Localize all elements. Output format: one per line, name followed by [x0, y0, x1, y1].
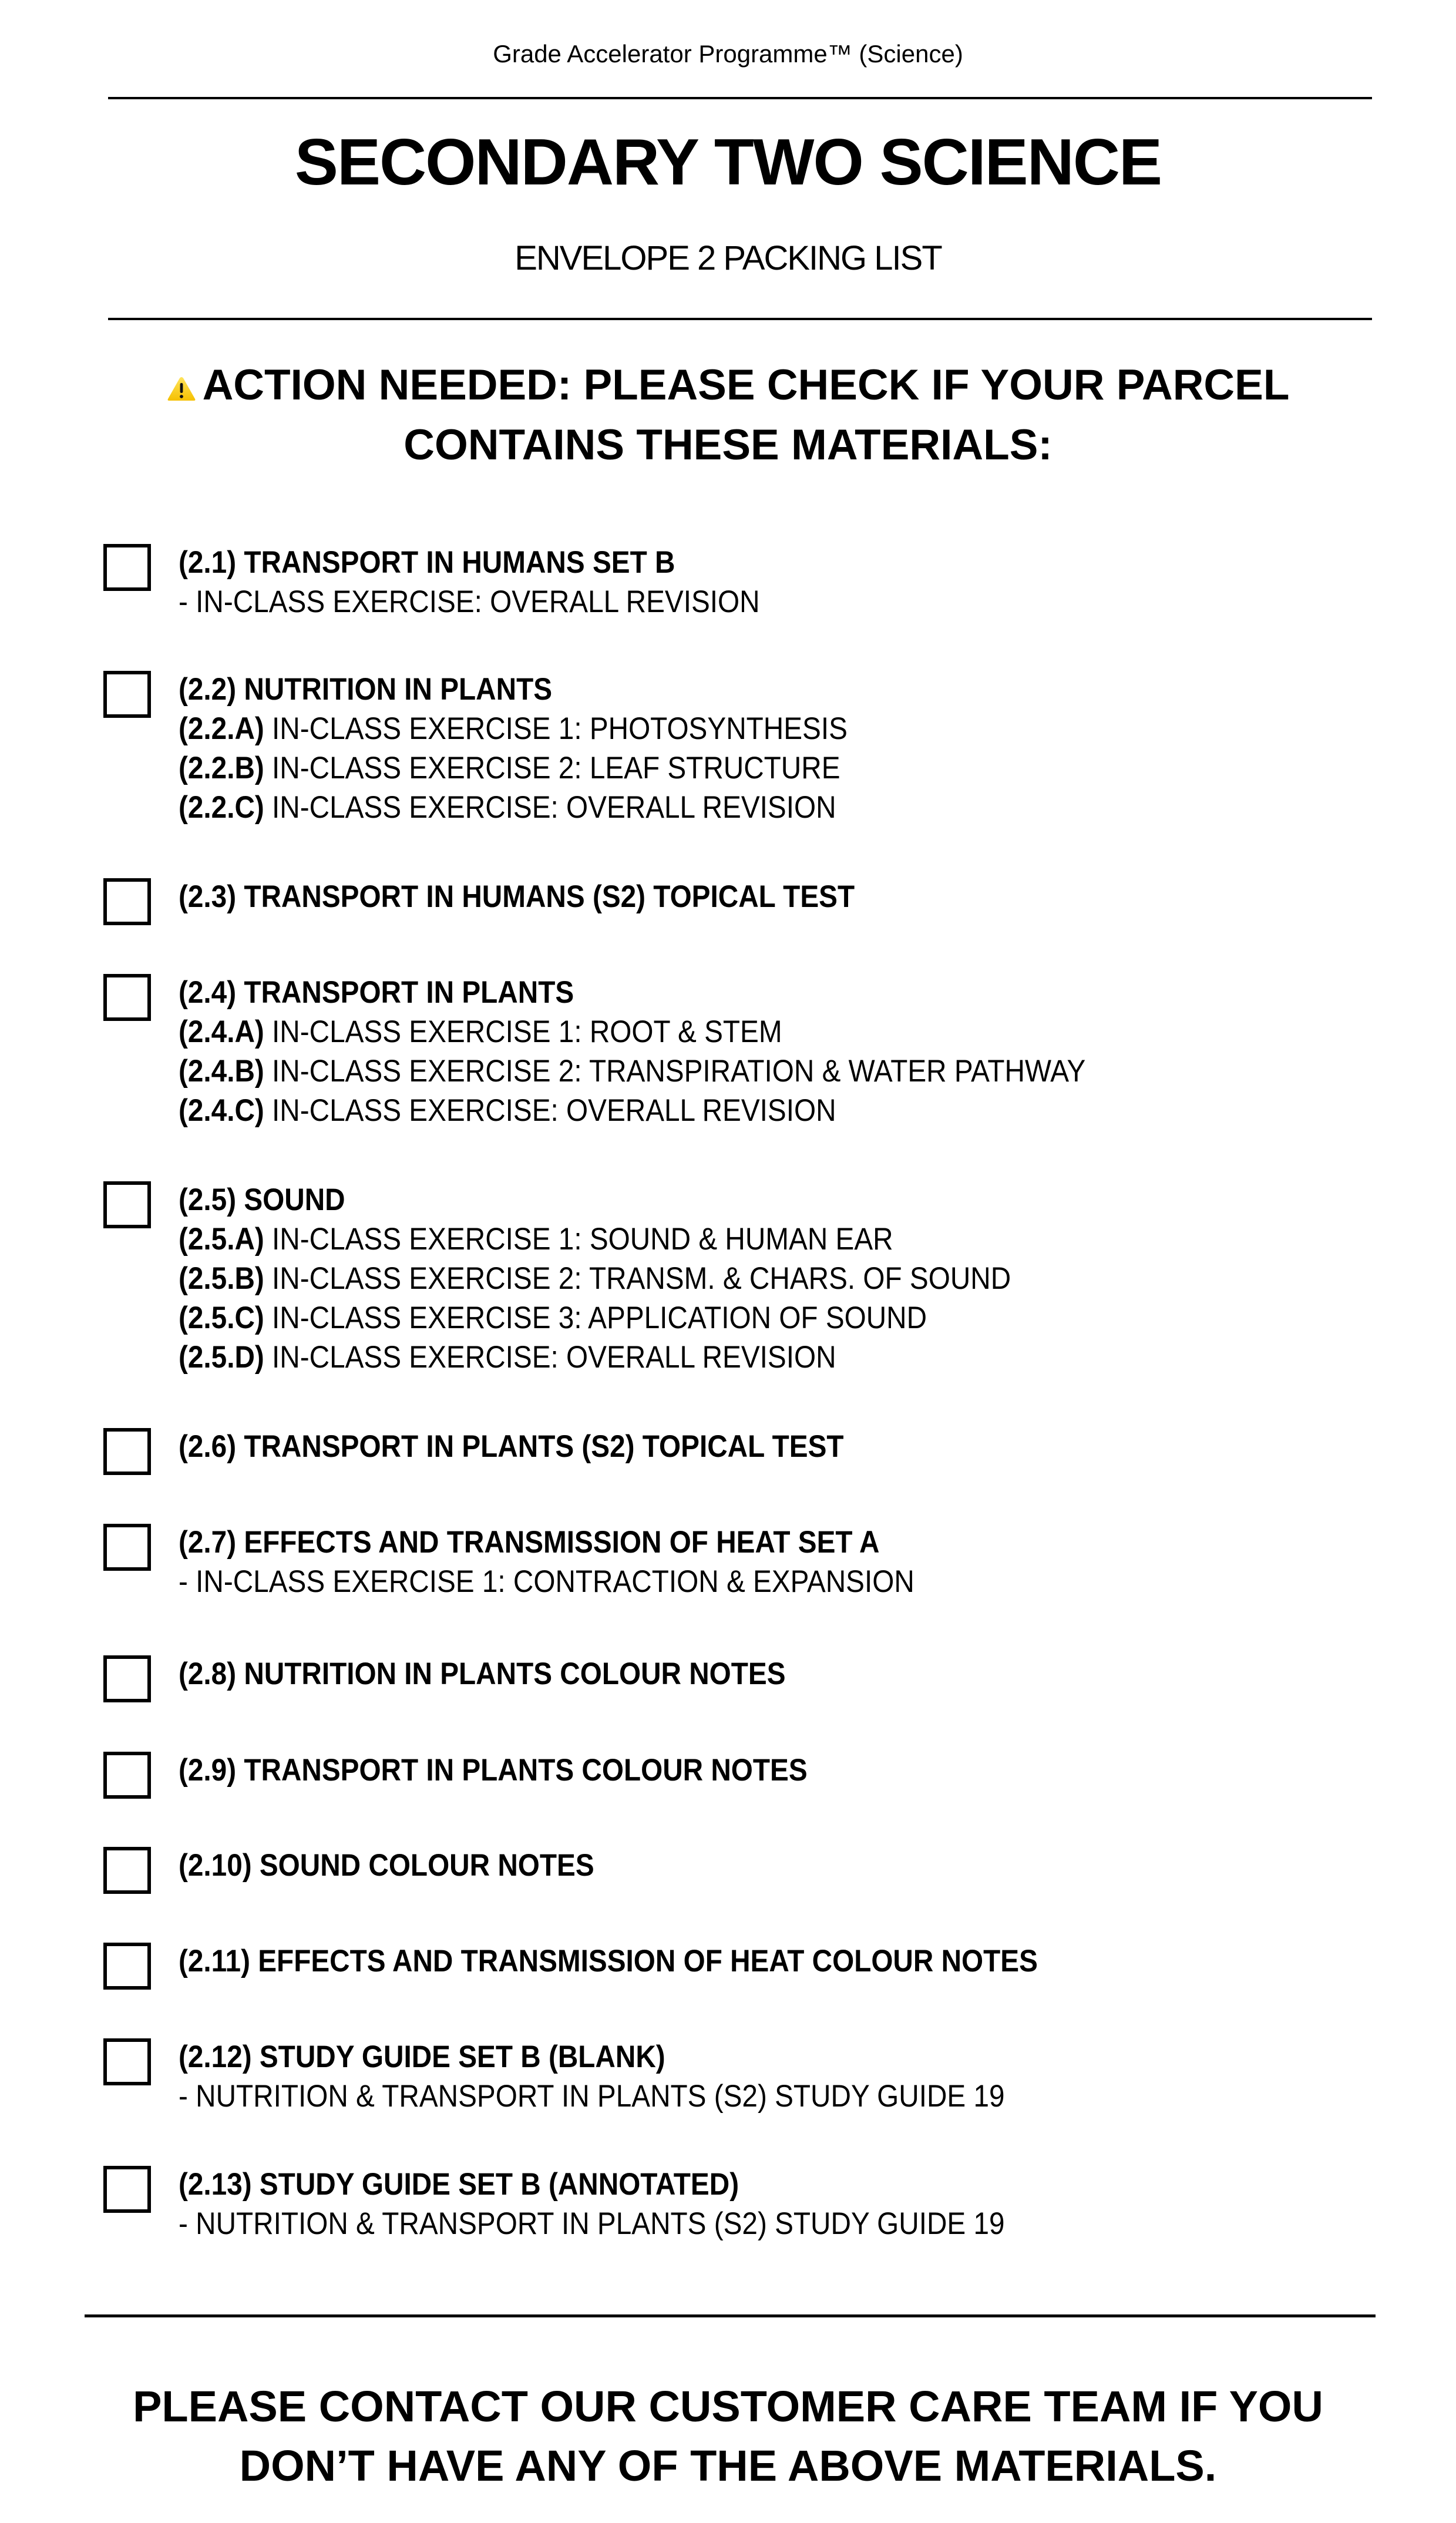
item-subline — [179, 1091, 1085, 1130]
item-title-text: SOUND — [244, 1182, 345, 1217]
item-text — [179, 2165, 1005, 2243]
checkbox-2-6[interactable] — [103, 1428, 151, 1475]
item-subline — [179, 2204, 1005, 2243]
item-title — [179, 1846, 594, 1885]
item-subline — [179, 1012, 1085, 1051]
header-divider-bottom — [108, 318, 1372, 320]
footer-divider — [85, 2314, 1376, 2317]
subline-code: (2.5.B) — [179, 1261, 264, 1296]
item-text — [179, 1427, 844, 1466]
item-text — [179, 1846, 594, 1885]
checkbox-2-7[interactable] — [103, 1524, 151, 1571]
item-code: (2.8) — [179, 1657, 237, 1691]
list-item-2-4 — [103, 974, 1396, 1128]
item-title — [179, 973, 1085, 1012]
item-title — [179, 1180, 1011, 1219]
subline-code: (2.5.C) — [179, 1301, 264, 1335]
subline-text: IN-CLASS EXERCISE 2: TRANSPIRATION & WATER PATHWAY — [272, 1054, 1086, 1089]
item-subline — [179, 788, 848, 827]
item-text — [179, 1523, 914, 1601]
page-subtitle: ENVELOPE 2 PACKING LIST — [515, 239, 941, 277]
item-code: (2.9) — [179, 1753, 237, 1788]
contact-notice-line-2: DON’T HAVE ANY OF THE ABOVE MATERIALS. — [239, 2441, 1217, 2490]
item-title — [179, 877, 855, 916]
item-title-text: NUTRITION IN PLANTS — [244, 672, 553, 707]
item-code: (2.13) — [179, 2167, 252, 2202]
item-subline — [179, 1051, 1085, 1091]
subline-code: (2.2.C) — [179, 790, 264, 825]
item-code: (2.2) — [179, 672, 237, 707]
item-title — [179, 670, 848, 709]
list-item-2-1 — [103, 544, 1396, 619]
subline-text: IN-CLASS EXERCISE 3: APPLICATION OF SOUND — [272, 1301, 927, 1335]
checkbox-2-5[interactable] — [103, 1181, 151, 1228]
item-title-text: EFFECTS AND TRANSMISSION OF HEAT COLOUR NOTES — [258, 1944, 1038, 1978]
item-title-text: TRANSPORT IN PLANTS COLOUR NOTES — [244, 1753, 808, 1788]
item-title — [179, 1523, 914, 1562]
subline-text: IN-CLASS EXERCISE 2: LEAF STRUCTURE — [272, 751, 840, 785]
list-item-2-7 — [103, 1524, 1396, 1599]
item-subline — [179, 1219, 1011, 1259]
item-title-text: TRANSPORT IN HUMANS (S2) TOPICAL TEST — [244, 879, 855, 914]
subline-text: - NUTRITION & TRANSPORT IN PLANTS (S2) STUDY GUIDE 19 — [179, 2206, 1005, 2241]
item-code: (2.6) — [179, 1429, 237, 1464]
item-subline — [179, 1562, 914, 1601]
item-text — [179, 2037, 1005, 2116]
item-code: (2.1) — [179, 545, 237, 580]
item-text — [179, 670, 848, 827]
action-notice-line-1 — [0, 355, 1456, 415]
checkbox-2-12[interactable] — [103, 2038, 151, 2085]
item-subline — [179, 2077, 1005, 2116]
item-title-text: STUDY GUIDE SET B (ANNOTATED) — [259, 2167, 739, 2202]
list-item-2-10 — [103, 1847, 1396, 1894]
item-subline — [179, 1259, 1011, 1298]
subline-code: (2.5.A) — [179, 1222, 264, 1257]
item-title — [179, 1941, 1038, 1981]
item-code: (2.4) — [179, 975, 237, 1010]
item-title-text: TRANSPORT IN PLANTS — [244, 975, 574, 1010]
subline-text: IN-CLASS EXERCISE 2: TRANSM. & CHARS. OF SOUND — [272, 1261, 1011, 1296]
subline-code: (2.2.A) — [179, 711, 264, 746]
list-item-2-13 — [103, 2166, 1396, 2241]
subline-code: (2.2.B) — [179, 751, 264, 785]
item-code: (2.10) — [179, 1848, 252, 1883]
item-title-text: TRANSPORT IN HUMANS SET B — [244, 545, 675, 580]
list-item-2-12 — [103, 2038, 1396, 2114]
item-title — [179, 543, 760, 582]
checkbox-2-11[interactable] — [103, 1943, 151, 1990]
checkbox-2-8[interactable] — [103, 1655, 151, 1702]
item-code: (2.11) — [179, 1944, 250, 1978]
item-code: (2.7) — [179, 1525, 237, 1560]
list-item-2-5 — [103, 1181, 1396, 1375]
subline-code: (2.4.C) — [179, 1093, 264, 1128]
item-title-text: NUTRITION IN PLANTS COLOUR NOTES — [244, 1657, 786, 1691]
list-item-2-11 — [103, 1943, 1396, 1990]
item-code: (2.12) — [179, 2040, 252, 2074]
subline-text: IN-CLASS EXERCISE: OVERALL REVISION — [272, 1093, 836, 1128]
item-code: (2.3) — [179, 879, 237, 914]
subline-text: IN-CLASS EXERCISE: OVERALL REVISION — [272, 790, 836, 825]
programme-name: Grade Accelerator Programme™ (Science) — [493, 40, 963, 68]
item-title-text: EFFECTS AND TRANSMISSION OF HEAT SET A — [244, 1525, 880, 1560]
contact-notice-line-1: PLEASE CONTACT OUR CUSTOMER CARE TEAM IF YOU — [133, 2382, 1323, 2431]
item-text — [179, 1654, 786, 1694]
page-title: SECONDARY TWO SCIENCE — [294, 126, 1162, 199]
subline-text: IN-CLASS EXERCISE 1: SOUND & HUMAN EAR — [272, 1222, 893, 1257]
checkbox-2-2[interactable] — [103, 671, 151, 718]
item-title — [179, 1654, 786, 1694]
subline-code: (2.4.A) — [179, 1014, 264, 1049]
checkbox-2-1[interactable] — [103, 544, 151, 591]
item-subline — [179, 709, 848, 748]
subline-text: IN-CLASS EXERCISE 1: PHOTOSYNTHESIS — [272, 711, 848, 746]
subline-text: - IN-CLASS EXERCISE: OVERALL REVISION — [179, 584, 760, 619]
item-title — [179, 1427, 844, 1466]
item-title — [179, 2165, 1005, 2204]
item-text — [179, 1751, 808, 1790]
item-text — [179, 1941, 1038, 1981]
checkbox-2-13[interactable] — [103, 2166, 151, 2213]
checkbox-2-4[interactable] — [103, 974, 151, 1021]
checkbox-2-10[interactable] — [103, 1847, 151, 1894]
checkbox-2-3[interactable] — [103, 878, 151, 925]
item-text — [179, 543, 760, 621]
list-item-2-2 — [103, 671, 1396, 825]
item-code: (2.5) — [179, 1182, 237, 1217]
subline-text: - NUTRITION & TRANSPORT IN PLANTS (S2) STUDY GUIDE 19 — [179, 2079, 1005, 2114]
warning-icon — [167, 376, 196, 402]
item-title-text: STUDY GUIDE SET B (BLANK) — [259, 2040, 665, 2074]
item-title-text: TRANSPORT IN PLANTS (S2) TOPICAL TEST — [244, 1429, 844, 1464]
item-text — [179, 877, 855, 916]
subline-code: (2.5.D) — [179, 1340, 264, 1375]
checkbox-2-9[interactable] — [103, 1752, 151, 1799]
action-notice-text-1: ACTION NEEDED: PLEASE CHECK IF YOUR PARCEL — [202, 361, 1290, 409]
action-notice-line-2: CONTAINS THESE MATERIALS: — [403, 421, 1053, 469]
item-title-text: SOUND COLOUR NOTES — [259, 1848, 594, 1883]
list-item-2-8 — [103, 1655, 1396, 1702]
subline-text: IN-CLASS EXERCISE 1: ROOT & STEM — [272, 1014, 782, 1049]
item-title — [179, 1751, 808, 1790]
header-divider-top — [108, 97, 1372, 99]
item-title — [179, 2037, 1005, 2077]
item-subline — [179, 748, 848, 788]
subline-text: IN-CLASS EXERCISE: OVERALL REVISION — [272, 1340, 836, 1375]
item-text — [179, 973, 1085, 1130]
list-item-2-9 — [103, 1752, 1396, 1799]
list-item-2-6 — [103, 1428, 1396, 1475]
subline-text: - IN-CLASS EXERCISE 1: CONTRACTION & EXPANSION — [179, 1564, 914, 1599]
item-subline — [179, 1338, 1011, 1377]
subline-code: (2.4.B) — [179, 1054, 264, 1089]
item-subline — [179, 1298, 1011, 1338]
item-subline — [179, 582, 760, 621]
item-text — [179, 1180, 1011, 1377]
list-item-2-3 — [103, 878, 1396, 925]
